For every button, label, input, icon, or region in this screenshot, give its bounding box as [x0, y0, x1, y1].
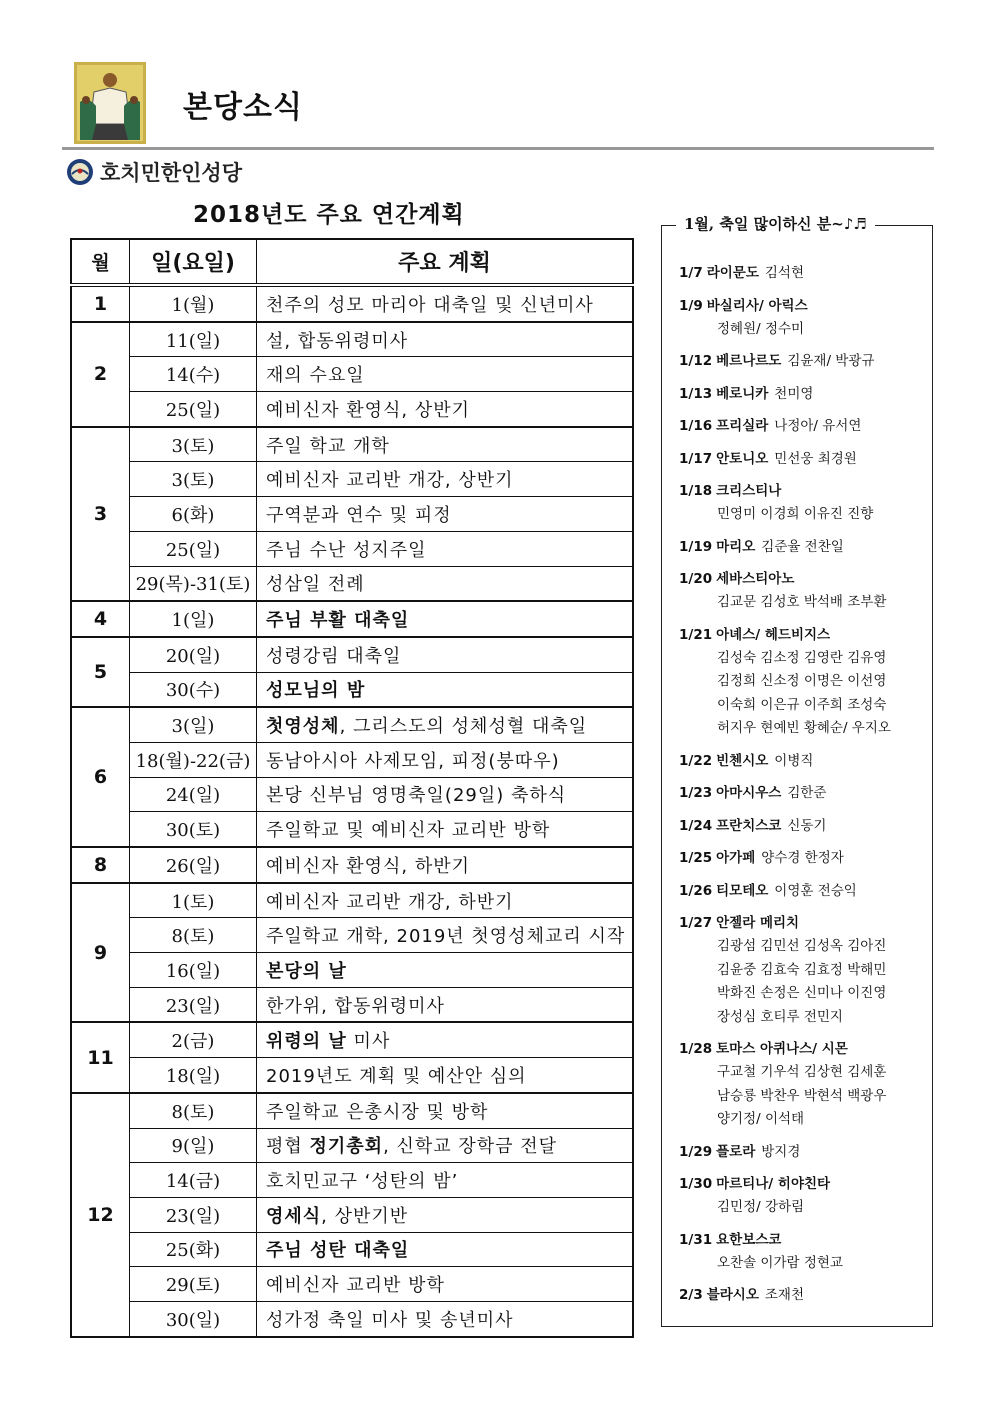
table-row [71, 953, 633, 988]
feast-days-title: 1월, 축일 많이하신 분~♪♬ [676, 213, 875, 234]
event-text: 예비신자 교리반 개강, 상반기 [266, 470, 514, 492]
event-cell [257, 847, 634, 883]
table-row [71, 1301, 633, 1336]
feast-date: 1/28 [679, 1041, 713, 1057]
table-row [71, 847, 633, 883]
feast-saint: 프리실라 [716, 418, 769, 434]
table-row [71, 1232, 633, 1267]
day-cell: 30(토) [130, 812, 257, 847]
table-row [71, 637, 633, 672]
event-cell [257, 601, 634, 637]
table-row [71, 707, 633, 742]
day-cell: 16(일) [130, 953, 257, 988]
feast-date: 1/22 [679, 752, 713, 769]
feast-item [679, 815, 927, 839]
table-row [71, 427, 633, 462]
day-cell: 30(수) [130, 672, 257, 707]
event-cell [257, 987, 634, 1022]
feast-date: 1/20 [679, 571, 713, 587]
feast-item [679, 1284, 927, 1308]
event-cell [257, 637, 634, 672]
feast-item [679, 536, 927, 560]
event-cell [257, 531, 634, 566]
column-header-event: 주요 계획 [257, 239, 634, 285]
feast-people: 정혜원/ 정수미 [717, 320, 805, 337]
month-cell: 4 [71, 601, 130, 637]
feast-saint: 프란치스코 [716, 817, 782, 834]
parish-banner [66, 156, 242, 188]
event-text: 동남아시아 사제모임, 피정(붕따우) [266, 750, 560, 772]
event-cell [257, 1267, 634, 1302]
table-row [71, 285, 633, 322]
event-cell [257, 953, 634, 988]
feast-item [679, 750, 927, 774]
feast-saint: 토마스 아퀴나스/ 시몬 [716, 1041, 848, 1057]
event-cell [257, 777, 634, 812]
table-row [71, 322, 633, 357]
feast-item [679, 847, 927, 871]
day-cell: 30(일) [130, 1301, 257, 1336]
event-cell [257, 742, 634, 777]
event-cell [257, 918, 634, 953]
feast-item [679, 568, 927, 615]
feast-date: 1/13 [679, 385, 713, 402]
feast-people: 김석현 [764, 265, 805, 281]
event-highlight: 성모님의 밤 [266, 680, 366, 702]
table-row [71, 918, 633, 953]
day-cell: 14(수) [130, 357, 257, 392]
feast-saint: 안젤라 메리치 [716, 915, 800, 931]
feast-item [679, 1141, 927, 1165]
feast-date: 1/19 [679, 538, 713, 555]
feast-item [679, 624, 927, 741]
feast-people: 이영훈 전승익 [774, 882, 857, 899]
event-text: 천주의 성모 마리아 대축일 및 신년미사 [266, 294, 594, 316]
day-cell: 18(월)-22(금) [130, 742, 257, 777]
feast-people: 김광섬 김민선 김성옥 김아진 김윤중 김효숙 김효정 박해민 박화진 손정은 신미나 이진영 장성심 호티루 전민지 [717, 938, 887, 1025]
event-cell [257, 1163, 634, 1198]
day-cell: 20(일) [130, 637, 257, 672]
feast-saint: 티모테오 [716, 882, 769, 899]
feast-people: 민선웅 최경원 [774, 450, 857, 467]
day-cell: 2(금) [130, 1022, 257, 1057]
month-cell: 11 [71, 1022, 130, 1092]
feast-date: 1/26 [679, 882, 713, 899]
column-header-day: 일(요일) [130, 239, 257, 285]
event-cell [257, 883, 634, 918]
event-cell [257, 672, 634, 707]
table-row [71, 883, 633, 918]
table-row [71, 1267, 633, 1302]
feast-people: 김한준 [787, 785, 827, 801]
day-cell: 24(일) [130, 777, 257, 812]
feast-item [679, 782, 927, 806]
feast-item [679, 415, 927, 439]
event-cell [257, 322, 634, 357]
feast-people: 나정아/ 유서연 [774, 418, 862, 434]
feast-date: 1/7 [679, 265, 703, 281]
table-row [71, 357, 633, 392]
feast-date: 1/23 [679, 785, 713, 801]
feast-saint: 마리오 [716, 538, 756, 555]
table-row [71, 392, 633, 427]
event-text: , 상반기반 [321, 1205, 409, 1227]
event-highlight: 주님 부활 대축일 [266, 610, 410, 632]
day-cell: 25(일) [130, 392, 257, 427]
day-cell: 23(일) [130, 987, 257, 1022]
day-cell: 29(토) [130, 1267, 257, 1302]
month-cell: 6 [71, 707, 130, 847]
event-text: 주님 수난 성지주일 [266, 539, 427, 561]
day-cell: 1(일) [130, 601, 257, 637]
feast-saint: 아녜스/ 헤드비지스 [716, 626, 831, 643]
parish-logo [74, 62, 146, 144]
table-row [71, 462, 633, 497]
feast-saint: 세바스티아노 [716, 571, 795, 587]
feast-people: 김윤재/ 박광규 [787, 353, 875, 369]
day-cell: 11(일) [130, 322, 257, 357]
feast-people: 이병직 [774, 752, 814, 769]
feast-date: 1/29 [679, 1143, 713, 1160]
event-cell [257, 566, 634, 601]
table-row [71, 1058, 633, 1093]
feast-date: 1/24 [679, 817, 713, 834]
feast-saint: 마르티나/ 히야친타 [716, 1176, 831, 1192]
header-divider [62, 147, 934, 150]
table-row [71, 1093, 633, 1128]
feast-people: 김민정/ 강하림 [717, 1199, 805, 1215]
event-text: 성령강림 대축일 [266, 645, 402, 667]
feast-people: 방지경 [761, 1143, 801, 1160]
event-cell [257, 1058, 634, 1093]
feast-saint: 안토니오 [716, 450, 769, 467]
feast-item [679, 1229, 927, 1276]
event-text: 주일학교 및 예비신자 교리반 방학 [266, 820, 551, 842]
feast-item [679, 880, 927, 904]
event-text: , 신학교 장학금 전달 [383, 1136, 558, 1158]
feast-people: 김교문 김성호 박석배 조부환 [717, 594, 887, 610]
event-text: 구역분과 연수 및 피정 [266, 504, 452, 526]
feast-date: 2/3 [679, 1287, 703, 1303]
feast-item [679, 383, 927, 407]
event-cell [257, 1301, 634, 1336]
day-cell: 29(목)-31(토) [130, 566, 257, 601]
feast-date: 1/21 [679, 626, 713, 643]
feast-people: 구교철 기우석 김상현 김세훈 남승룡 박찬우 박현석 백광우 양기정/ 이석태 [717, 1064, 887, 1127]
feast-people: 천미영 [774, 385, 814, 402]
event-cell [257, 812, 634, 847]
day-cell: 23(일) [130, 1197, 257, 1232]
feast-date: 1/30 [679, 1176, 713, 1192]
feast-item [679, 295, 927, 342]
month-cell: 9 [71, 883, 130, 1023]
feast-people: 김성숙 김소정 김영란 김유영 김정희 신소정 이명은 이선영 이숙희 이은규 이주희 조성숙 허지우 현예빈 황혜순/ 우지오 [717, 649, 891, 736]
event-highlight: 첫영성체 [266, 716, 340, 738]
feast-item [679, 912, 927, 1029]
table-row [71, 812, 633, 847]
feast-date: 1/18 [679, 483, 713, 499]
feast-saint: 바실리사/ 아릭스 [706, 297, 808, 314]
month-cell: 5 [71, 637, 130, 707]
page-title: 본당소식 [183, 90, 303, 125]
event-text: 재의 수요일 [266, 365, 365, 387]
event-text: 예비신자 환영식, 하반기 [266, 855, 471, 877]
feast-people: 신동기 [787, 817, 827, 834]
feast-item [679, 480, 927, 527]
event-cell [257, 462, 634, 497]
month-cell: 1 [71, 285, 130, 322]
feast-item [679, 262, 927, 286]
day-cell: 26(일) [130, 847, 257, 883]
event-cell [257, 497, 634, 532]
table-row [71, 1022, 633, 1057]
event-highlight: 정기총회 [309, 1136, 384, 1158]
day-cell: 3(토) [130, 462, 257, 497]
table-row [71, 497, 633, 532]
feast-saint: 플로라 [716, 1143, 756, 1160]
table-row [71, 987, 633, 1022]
event-cell [257, 1128, 634, 1163]
day-cell: 18(일) [130, 1058, 257, 1093]
month-cell: 12 [71, 1093, 130, 1337]
feast-saint: 블라시오 [706, 1287, 759, 1303]
table-row [71, 601, 633, 637]
event-cell [257, 357, 634, 392]
feast-saint: 라이문도 [706, 265, 759, 281]
table-row [71, 1128, 633, 1163]
feast-item [679, 350, 927, 374]
feast-people: 오찬솔 이가람 정현교 [717, 1254, 843, 1271]
feast-saint: 빈첸시오 [716, 752, 769, 769]
day-cell: 8(토) [130, 918, 257, 953]
month-cell: 2 [71, 322, 130, 427]
event-highlight: 본당의 날 [266, 960, 347, 982]
feast-saint: 베르나르도 [716, 353, 782, 369]
event-cell [257, 427, 634, 462]
day-cell: 6(화) [130, 497, 257, 532]
feast-date: 1/12 [679, 353, 713, 369]
event-text: 예비신자 교리반 방학 [266, 1275, 445, 1297]
event-prefix: 평협 [266, 1136, 310, 1158]
table-row [71, 777, 633, 812]
event-text: 주일 학교 개학 [266, 435, 390, 457]
day-cell: 3(일) [130, 707, 257, 742]
day-cell: 9(일) [130, 1128, 257, 1163]
feast-days-list [679, 262, 927, 1317]
day-cell: 1(월) [130, 285, 257, 322]
event-text: 2019년도 계획 및 예산안 심의 [266, 1065, 527, 1087]
feast-date: 1/25 [679, 850, 713, 866]
table-row [71, 1197, 633, 1232]
feast-people: 양수경 한정자 [761, 850, 844, 866]
event-cell [257, 1093, 634, 1128]
feast-date: 1/27 [679, 915, 713, 931]
event-text: 미사 [346, 1031, 391, 1053]
schedule-table [70, 238, 634, 1338]
feast-saint: 베로니카 [716, 385, 769, 402]
event-cell [257, 285, 634, 322]
event-text: 주일학교 은총시장 및 방학 [266, 1101, 489, 1123]
day-cell: 8(토) [130, 1093, 257, 1128]
feast-people: 김준율 전찬일 [761, 538, 844, 555]
event-cell [257, 1022, 634, 1057]
feast-date: 1/16 [679, 418, 713, 434]
schedule-header-row [71, 239, 633, 285]
feast-item [679, 1173, 927, 1220]
feast-saint: 크리스티나 [716, 483, 782, 499]
event-highlight: 위령의 날 [266, 1031, 347, 1053]
feast-people: 조재천 [764, 1287, 805, 1303]
feast-date: 1/9 [679, 297, 703, 314]
table-row [71, 566, 633, 601]
event-text: 예비신자 교리반 개강, 하반기 [266, 891, 514, 913]
event-text: 성가정 축일 미사 및 송년미사 [266, 1309, 514, 1331]
parish-emblem-icon [66, 158, 94, 186]
feast-date: 1/17 [679, 450, 713, 467]
event-highlight: 영세식 [266, 1205, 322, 1227]
day-cell: 25(화) [130, 1232, 257, 1267]
schedule-title: 2018년도 주요 연간계획 [193, 202, 465, 228]
event-text: 본당 신부님 영명축일(29일) 축하식 [266, 785, 567, 807]
parish-name: 호치민한인성당 [100, 160, 243, 185]
table-row [71, 531, 633, 566]
event-text: 한가위, 합동위령미사 [266, 995, 445, 1017]
event-text: 주일학교 개학, 2019년 첫영성체교리 시작 [266, 926, 626, 948]
event-text: 호치민교구 ‘성탄의 밤’ [266, 1171, 459, 1193]
event-cell [257, 1197, 634, 1232]
event-cell [257, 1232, 634, 1267]
table-row [71, 1163, 633, 1198]
day-cell: 3(토) [130, 427, 257, 462]
day-cell: 25(일) [130, 531, 257, 566]
event-highlight: 주님 성탄 대축일 [266, 1240, 410, 1262]
day-cell: 14(금) [130, 1163, 257, 1198]
event-text: 예비신자 환영식, 상반기 [266, 399, 471, 421]
column-header-month: 월 [71, 239, 130, 285]
event-text: 성삼일 전례 [266, 574, 365, 596]
event-text: , 그리스도의 성체성혈 대축일 [339, 716, 588, 738]
event-cell [257, 707, 634, 742]
feast-people: 민영미 이경희 이유진 진향 [717, 506, 874, 522]
feast-item [679, 1038, 927, 1132]
feast-saint: 아가페 [716, 850, 756, 866]
feast-item [679, 448, 927, 472]
month-cell: 3 [71, 427, 130, 601]
event-text: 설, 합동위령미사 [266, 330, 409, 352]
day-cell: 1(토) [130, 883, 257, 918]
feast-date: 1/31 [679, 1231, 713, 1248]
month-cell: 8 [71, 847, 130, 883]
table-row [71, 742, 633, 777]
feast-saint: 아마시우스 [716, 785, 782, 801]
table-row [71, 672, 633, 707]
feast-saint: 요한보스코 [716, 1231, 782, 1248]
event-cell [257, 392, 634, 427]
